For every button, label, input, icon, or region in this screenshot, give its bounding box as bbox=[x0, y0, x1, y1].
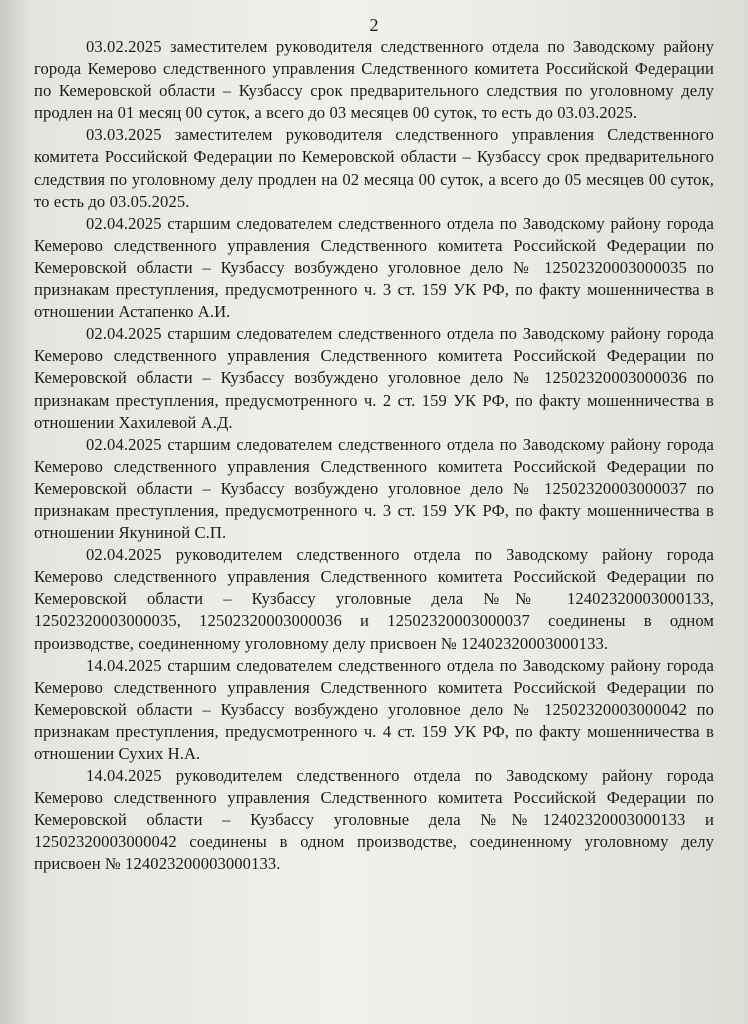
paragraph-merge-2: 14.04.2025 руководителем следственного отдела по Заводскому району города Кемерово следственного управления Следственного комитета Российской Федерации по Кемеровской области – Кузбассу уголовные дела №№12402320003000133 и 12502320003000042 соединены в одном производстве, соединенному уголовному делу присвоен № 124023200003000133. bbox=[34, 766, 714, 874]
paragraph-case-036: 02.04.2025 старшим следователем следственного отдела по Заводскому району города Кемерово следственного управления Следственного комитета Российской Федерации по Кемеровской области – Кузбассу возбуждено уголовное дело № 12502320003000036 по признакам преступления, предусмотренного ч. 2 ст. 159 УК РФ, по факту мошенничества в отношении Хахилевой А.Д. bbox=[34, 324, 714, 432]
paragraph-case-035: 02.04.2025 старшим следователем следственного отдела по Заводскому району города Кемерово следственного управления Следственного комитета Российской Федерации по Кемеровской области – Кузбассу возбуждено уголовное дело № 12502320003000035 по признакам преступления, предусмотренного ч. 3 ст. 159 УК РФ, по факту мошенничества в отношении Астапенко А.И. bbox=[34, 213, 714, 322]
paragraph-case-042: 14.04.2025 старшим следователем следственного отдела по Заводскому району города Кемерово следственного управления Следственного комитета Российской Федерации по Кемеровской области – Кузбассу возбуждено уголовное дело № 12502320003000042 по признакам преступления, предусмотренного ч. 4 ст. 159 УК РФ, по факту мошенничества в отношении Сухих Н.А. bbox=[34, 655, 714, 763]
page-edge-shadow bbox=[0, 0, 30, 1024]
paragraph-case-037: 02.04.2025 старшим следователем следственного отдела по Заводскому району города Кемерово следственного управления Следственного комитета Российской Федерации по Кемеровской области – Кузбассу возбуждено уголовное дело № 12502320003000037 по признакам преступления, предусмотренного ч. 3 ст. 159 УК РФ, по факту мошенничества в отношении Якуниной С.П. bbox=[34, 434, 714, 543]
paragraph-term-extension-2: 03.03.2025 заместителем руководителя следственного управления Следственного комитета Российской Федерации по Кемеровской области – Кузбассу срок предварительного следствия по уголовному делу продлен на 02 месяца 00 суток, а всего до 05 месяцев 00 суток, то есть до 03.05.2025. bbox=[34, 125, 714, 211]
paragraph-term-extension-1: 03.02.2025 заместителем руководителя следственного отдела по Заводскому району города Кемерово следственного управления Следственного комитета Российской Федерации по Кемеровской области – Кузбассу срок предварительного следствия по уголовному делу продлен на 01 месяц 00 суток, а всего до 03 месяцев 00 суток, то есть до 03.03.2025. bbox=[34, 37, 714, 123]
paragraph-merge-1: 02.04.2025 руководителем следственного отдела по Заводскому району города Кемерово следственного управления Следственного комитета Российской Федерации по Кемеровской области – Кузбассу уголовные дела №№ 12402320003000133, 12502320003000035, 12502320003000036 и 12502320003000037 соединены в одном производстве, соединенному уголовному делу присвоен № 12402320003000133. bbox=[34, 545, 714, 653]
page-number: 2 bbox=[369, 15, 379, 35]
document-body bbox=[34, 36, 714, 876]
